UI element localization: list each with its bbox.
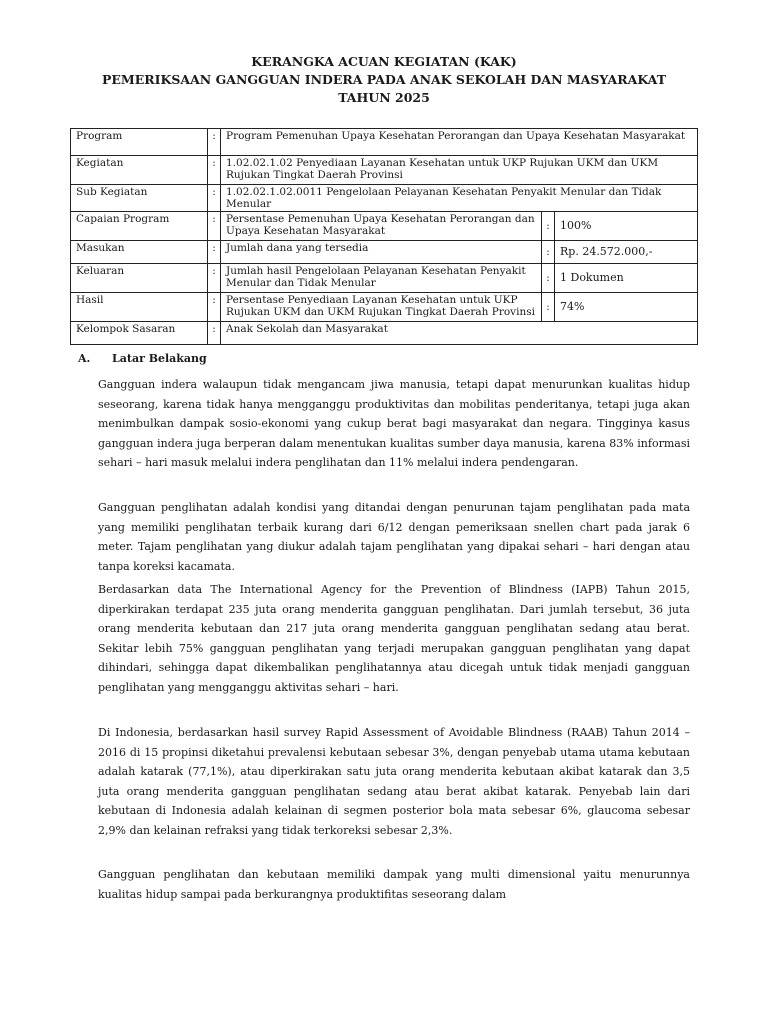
row-text: 1.02.02.1.02 Penyediaan Layanan Kesehatan untuk UKP Rujukan UKM dan UKM Rujukan Tingkat Daerah Provinsi <box>221 156 698 185</box>
row-label: Capaian Program <box>71 212 208 241</box>
row-colon: : <box>208 293 221 322</box>
row-label: Kegiatan <box>71 156 208 185</box>
table-row-masukan <box>71 241 698 264</box>
paragraph: Di Indonesia, berdasarkan hasil survey Rapid Assessment of Avoidable Blindness (RAAB) Tahun 2014 – 2016 di 15 propinsi diketahui prevalensi kebutaan sebesar 3%, dengan penyebab utama utama kebutaan adalah katarak (77,1%), atau diperkirakan satu juta orang menderita kebutaan akibat katarak dan 3,5 juta orang menderita gangguan penglihatan sedang atau berat akibat katarak. Penyebab lain dari kebutaan di Indonesia adalah kelainan di segmen posterior bola mata sebesar 6%, glaucoma sebesar 2,9% dan kelainan refraksi yang tidak terkoreksi sebesar 2,3%. <box>98 726 690 837</box>
row-colon: : <box>208 129 221 156</box>
row-text: 1.02.02.1.02.0011 Pengelolaan Pelayanan Kesehatan Penyakit Menular dan Tidak Menular <box>221 185 698 212</box>
section-title: Latar Belakang <box>112 352 207 365</box>
row-colon: : <box>208 212 221 241</box>
table-row-kelompok-sasaran <box>71 322 698 345</box>
doc-title-line-3: TAHUN 2025 <box>338 90 430 105</box>
paragraph: Gangguan penglihatan dan kebutaan memiliki dampak yang multi dimensional yaitu menurunnya kualitas hidup sampai pada berkurangnya produktifitas seseorang dalam <box>98 868 690 901</box>
row-value: Rp. 24.572.000,- <box>555 241 698 264</box>
row-value: 100% <box>555 212 698 241</box>
row-colon: : <box>542 212 555 241</box>
row-text: Persentase Pemenuhan Upaya Kesehatan Perorangan dan Upaya Kesehatan Masyarakat <box>221 212 542 241</box>
table-row-capaian-program <box>71 212 698 241</box>
row-label: Hasil <box>71 293 208 322</box>
row-colon: : <box>542 241 555 264</box>
row-label: Keluaran <box>71 264 208 293</box>
section-heading <box>78 352 207 365</box>
table-row-kegiatan <box>71 156 698 185</box>
row-colon: : <box>208 241 221 264</box>
row-value: 74% <box>555 293 698 322</box>
table-row-hasil <box>71 293 698 322</box>
row-colon: : <box>208 264 221 293</box>
doc-title-line-1: KERANGKA ACUAN KEGIATAN (KAK) <box>251 54 517 69</box>
table-row-sub-kegiatan <box>71 185 698 212</box>
row-text: Anak Sekolah dan Masyarakat <box>221 322 698 345</box>
row-colon: : <box>208 322 221 345</box>
row-colon: : <box>542 264 555 293</box>
paragraph: Gangguan penglihatan adalah kondisi yang ditandai dengan penurunan tajam penglihatan pada mata yang memiliki penglihatan terbaik kurang dari 6/12 dengan pemeriksaan snellen chart pada jarak 6 meter. Tajam penglihatan yang diukur adalah tajam penglihatan yang dipakai sehari – hari dengan atau tanpa koreksi kacamata. <box>98 501 690 573</box>
row-label: Kelompok Sasaran <box>71 322 208 345</box>
kak-info-table <box>70 128 698 345</box>
paragraph: Berdasarkan data The International Agency for the Prevention of Blindness (IAPB) Tahun 2015, diperkirakan terdapat 235 juta orang menderita gangguan penglihatan. Dari jumlah tersebut, 36 juta orang menderita kebutaan dan 217 juta orang menderita gangguan penglihatan sedang atau berat. Sekitar lebih 75% gangguan penglihatan yang terjadi merupakan gangguan penglihatan yang dapat dihindari, sehingga dapat dikembalikan penglihatannya atau dicegah untuk tidak menjadi gangguan penglihatan yang mengganggu aktivitas sehari – hari. <box>98 583 690 694</box>
row-text: Jumlah hasil Pengelolaan Pelayanan Kesehatan Penyakit Menular dan Tidak Menular <box>221 264 542 293</box>
row-text: Jumlah dana yang tersedia <box>221 241 542 264</box>
paragraph: Gangguan indera walaupun tidak mengancam jiwa manusia, tetapi dapat menurunkan kualitas hidup seseorang, karena tidak hanya mengganggu produktivitas dan mobilitas penderitanya, tetapi juga akan menimbulkan dampak sosio-ekonomi yang cukup berat bagi masyarakat dan negara. Tingginya kasus gangguan indera juga berperan dalam menentukan kualitas sumber daya manusia, karena 83% informasi sehari – hari masuk melalui indera penglihatan dan 11% melalui indera pendengaran. <box>98 378 690 470</box>
section-number: A. <box>78 352 91 365</box>
doc-title-line-2: PEMERIKSAAN GANGGUAN INDERA PADA ANAK SEKOLAH DAN MASYARAKAT <box>101 72 666 87</box>
row-text: Persentase Penyediaan Layanan Kesehatan untuk UKP Rujukan UKM dan UKM Rujukan Tingkat Daerah Provinsi <box>221 293 542 322</box>
row-colon: : <box>208 156 221 185</box>
table-row-program <box>71 129 698 156</box>
table-row-keluaran <box>71 264 698 293</box>
row-colon: : <box>208 185 221 212</box>
row-label: Sub Kegiatan <box>71 185 208 212</box>
row-text: Program Pemenuhan Upaya Kesehatan Perorangan dan Upaya Kesehatan Masyarakat <box>221 129 698 156</box>
row-label: Masukan <box>71 241 208 264</box>
row-colon: : <box>542 293 555 322</box>
row-value: 1 Dokumen <box>555 264 698 293</box>
row-label: Program <box>71 129 208 156</box>
